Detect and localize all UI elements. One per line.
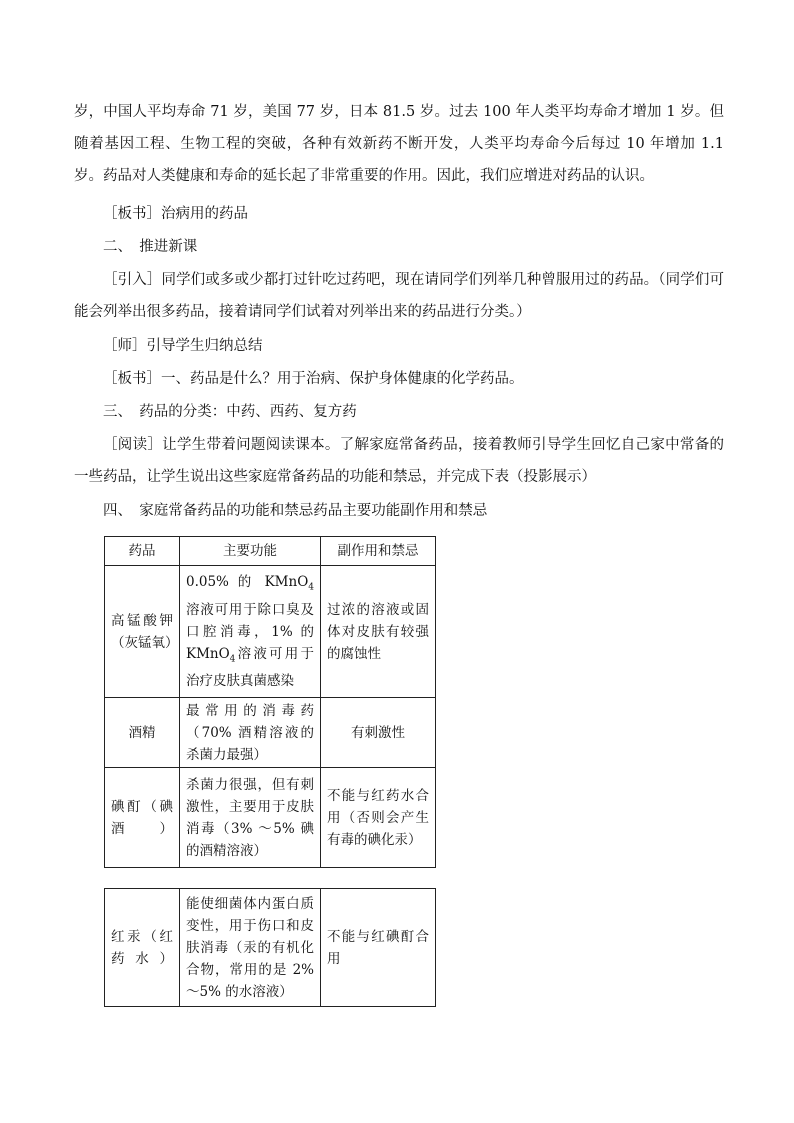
teacher-note: ［师］引导学生归纳总结	[103, 338, 263, 354]
board-note-1: ［板书］治病用的药品	[103, 206, 248, 222]
table-header-function: 主要功能	[180, 537, 321, 566]
function-text-part: 溶液可用于治疗皮肤真菌感染	[186, 645, 314, 690]
subscript-4: 4	[308, 582, 314, 593]
table-cell-function: 最常用的消毒药（70% 酒精溶液的杀菌力最强）	[180, 698, 321, 768]
table-row	[105, 768, 436, 868]
board-note-2: ［板书］一、药品是什么？用于治病、保护身体健康的化学药品。	[103, 371, 524, 387]
function-text-part: 0.05% 的 KMnO	[186, 573, 309, 590]
intro-paragraph: 岁，中国人平均寿命 71 岁，美国 77 岁，日本 81.5 岁。过去 100 年人类平均寿命才增加 1 岁。但随着基因工程、生物工程的突破，各种有效新药不断开发，人类平均寿命今后每过 10 年增加 1.1 岁。药品对人类健康和寿命的延长起了非常重要的作用。因此，我们应增进对药品的认识。	[74, 104, 724, 184]
function-text-part: 溶液可用于除口臭及口腔消毒，1% 的 KMnO	[186, 601, 314, 662]
table-cell-drug: 酒精	[105, 698, 180, 768]
medicine-table	[104, 536, 436, 868]
table-cell-function: 杀菌力很强，但有刺激性，主要用于皮肤消毒（3% ～5% 碘的酒精溶液）	[180, 768, 321, 868]
table-cell-drug: 高锰酸钾（灰锰氧）	[105, 566, 180, 698]
table-cell-side-effects: 有刺激性	[321, 698, 436, 768]
intro-activity-paragraph: ［引入］同学们或多或少都打过针吃过药吧，现在请同学们列举几种曾服用过的药品。（同学们可能会列举出很多药品，接着请同学们试着对列举出来的药品进行分类。）	[74, 272, 724, 320]
table-cell-function	[180, 566, 321, 698]
table-row	[105, 889, 436, 1007]
medicine-table-continued	[104, 888, 436, 1007]
table-cell-drug: 碘酊（碘酒）	[105, 768, 180, 868]
table-cell-function: 能使细菌体内蛋白质变性，用于伤口和皮肤消毒（汞的有机化合物，常用的是 2% ～5% 的水溶液）	[180, 889, 321, 1007]
table-header-drug: 药品	[105, 537, 180, 566]
section-heading-3: 三、 药品的分类：中药、西药、复方药	[103, 404, 357, 420]
section-heading-4: 四、 家庭常备药品的功能和禁忌药品主要功能副作用和禁忌	[103, 503, 488, 519]
table-header-side-effects: 副作用和禁忌	[321, 537, 436, 566]
table-cell-side-effects: 不能与红碘酊合用	[321, 889, 436, 1007]
table-row	[105, 566, 436, 698]
table-row	[105, 698, 436, 768]
reading-paragraph: ［阅读］让学生带着问题阅读课本。了解家庭常备药品，接着教师引导学生回忆自己家中常备的一些药品，让学生说出这些家庭常备药品的功能和禁忌，并完成下表（投影展示）	[74, 437, 724, 485]
table-cell-side-effects: 过浓的溶液或固体对皮肤有较强的腐蚀性	[321, 566, 436, 698]
table-cell-side-effects: 不能与红药水合用（否则会产生有毒的碘化汞）	[321, 768, 436, 868]
section-heading-2: 二、 推进新课	[103, 239, 198, 255]
table-cell-drug: 红汞（红药水）	[105, 889, 180, 1007]
table-header-row	[105, 537, 436, 566]
subscript-4: 4	[229, 654, 236, 665]
